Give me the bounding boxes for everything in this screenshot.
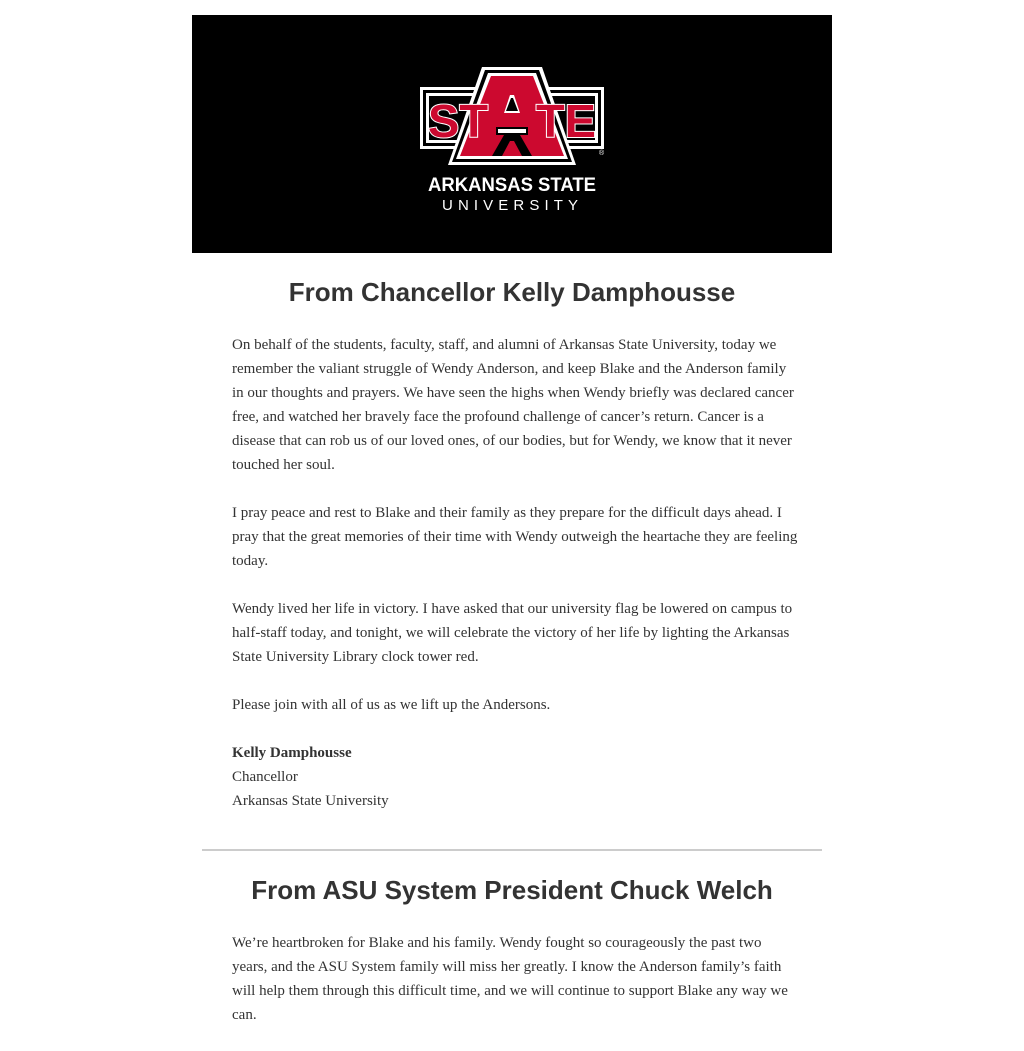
signature-organization: Arkansas State University xyxy=(232,793,389,809)
paragraph: I pray peace and rest to Blake and their family as they prepare for the difficult days ahead. I pray that the great memories of their time with Wendy outweigh the heartache they are feeling today. xyxy=(232,505,798,569)
signature-role: Chancellor xyxy=(232,769,298,785)
registered-mark: ® xyxy=(599,150,605,157)
signature-block xyxy=(232,741,798,813)
section-divider xyxy=(202,849,822,851)
chancellor-message xyxy=(232,333,798,813)
chancellor-heading: From Chancellor Kelly Damphousse xyxy=(288,277,736,307)
paragraph: On behalf of the students, faculty, staff, and alumni of Arkansas State University, today we remember the valiant struggle of Wendy Anderson, and keep Blake and the Anderson family in our thoughts and prayers. We have seen the highs when Wendy briefly was declared cancer free, and watched her bravely face the profound challenge of cancer’s return. Cancer is a disease that can rob us of our loved ones, of our bodies, but for Wendy, we know that it never touched her soul. xyxy=(232,337,794,473)
signature-name: Kelly Damphousse xyxy=(232,745,352,761)
svg-text:TE: TE xyxy=(536,95,596,147)
svg-text:ST: ST xyxy=(428,95,488,147)
svg-text:ARKANSAS STATE: ARKANSAS STATE xyxy=(428,175,596,196)
paragraph: We’re heartbroken for Blake and his family. Wendy fought so courageously the past two years, and the ASU System family will miss her greatly. I know the Anderson family’s faith will help them through this difficult time, and we will continue to support Blake any way we can. xyxy=(232,935,788,1023)
president-message xyxy=(232,931,798,1051)
header-banner xyxy=(192,15,832,253)
president-heading: From ASU System President Chuck Welch xyxy=(251,875,773,905)
paragraph: Please join with all of us as we lift up the Andersons. xyxy=(232,697,551,713)
arkansas-state-logo xyxy=(192,15,832,253)
paragraph: Wendy lived her life in victory. I have asked that our university flag be lowered on campus to half-staff today, and tonight, we will celebrate the victory of her life by lighting the Arkansas State University Library clock tower red. xyxy=(232,601,793,665)
email-body xyxy=(192,15,832,1023)
svg-text:UNIVERSITY: UNIVERSITY xyxy=(442,197,582,214)
